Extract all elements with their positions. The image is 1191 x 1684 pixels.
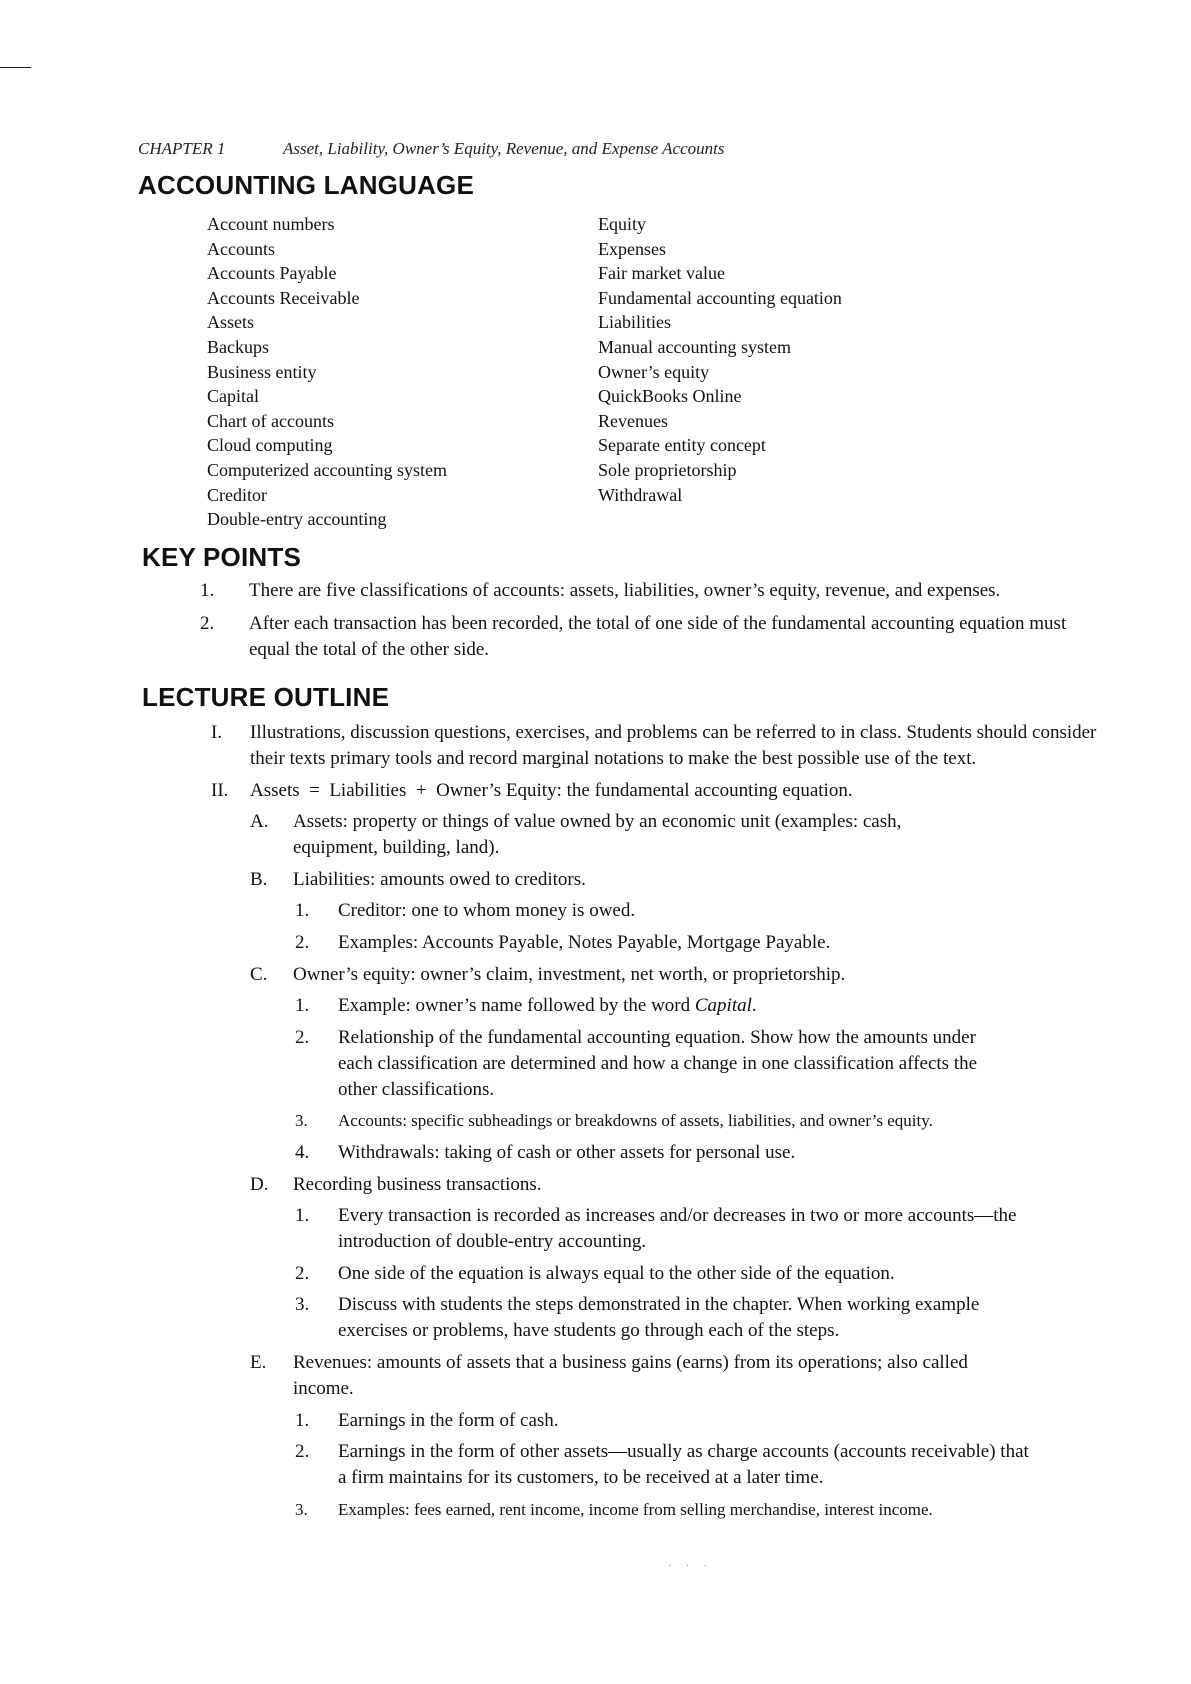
- term-item: Separate entity concept: [598, 435, 766, 456]
- key-points-heading: KEY POINTS: [142, 542, 302, 572]
- outline-subitem: [195, 1140, 1105, 1166]
- outline-text: Revenues: amounts of assets that a business gains (earns) from its operations; also called income.: [293, 1351, 968, 1399]
- term-item: Cloud computing: [207, 435, 333, 456]
- running-head-chapter: CHAPTER 1: [138, 139, 226, 158]
- outline-text: Owner’s equity: owner’s claim, investment, net worth, or proprietorship.: [293, 963, 846, 985]
- term-item: Owner’s equity: [598, 361, 710, 382]
- outline-item-D: [195, 1172, 1105, 1198]
- outline-marker: D.: [250, 1173, 269, 1195]
- term-item: Fundamental accounting equation: [598, 287, 842, 308]
- outline-subitem: [195, 1025, 1105, 1103]
- term-item: Manual accounting system: [598, 336, 791, 357]
- outline-subitem: [195, 1439, 1105, 1491]
- term-item: Revenues: [598, 410, 668, 431]
- outline-number: 1.: [295, 995, 310, 1017]
- outline-subitem: [195, 1497, 1105, 1523]
- term-item: Creditor: [207, 484, 267, 505]
- outline-text: Examples: fees earned, rent income, income from selling merchandise, interest income.: [338, 1499, 933, 1519]
- outline-marker: B.: [250, 868, 268, 890]
- term-item: Assets: [207, 312, 255, 333]
- term-item: Accounts Receivable: [207, 287, 360, 308]
- term-item: Chart of accounts: [207, 410, 334, 431]
- outline-item-A: [195, 809, 1105, 861]
- outline-marker: I.: [211, 722, 223, 743]
- outline-marker: E.: [250, 1351, 267, 1373]
- outline-text: One side of the equation is always equal to the other side of the equation.: [338, 1262, 895, 1284]
- outline-item-C: [195, 962, 1105, 988]
- outline-item-I: [195, 720, 1105, 772]
- outline-text: Relationship of the fundamental accounting equation. Show how the amounts under each classification are determined and how a change in one classification affects the other classifications.: [338, 1026, 978, 1100]
- outline-number: 2.: [295, 1441, 310, 1463]
- page-footer-dots: · · ·: [668, 1561, 713, 1572]
- outline-marker: A.: [250, 811, 269, 833]
- key-point-item: [200, 578, 1100, 605]
- term-item: Capital: [207, 386, 259, 407]
- outline-text: Illustrations, discussion questions, exercises, and problems can be referred to in class. Students should consider their texts primary tools and record marginal notations to make the best possible use of the text.: [250, 722, 1097, 769]
- term-item: Fair market value: [598, 263, 725, 284]
- outline-subitem: [195, 930, 1105, 956]
- outline-number: 3.: [295, 1294, 310, 1316]
- term-item: Backups: [207, 336, 269, 357]
- outline-item-B: [195, 867, 1105, 893]
- outline-subitem: [195, 1292, 1105, 1344]
- outline-number: 2.: [295, 931, 310, 953]
- outline-subitem: [195, 1408, 1105, 1434]
- outline-subitem: [195, 1261, 1105, 1287]
- key-point-text: After each transaction has been recorded, the total of one side of the fundamental accounting equation must equal the total of the other side.: [249, 612, 1067, 660]
- term-item: Liabilities: [598, 312, 671, 333]
- key-point-number: 2.: [200, 612, 215, 634]
- term-item: Withdrawal: [598, 484, 683, 505]
- outline-item-E: [195, 1350, 1105, 1402]
- outline-subitem: [195, 1108, 1105, 1134]
- outline-text-part: Example: owner’s name followed by the word: [338, 995, 695, 1017]
- running-head: [138, 139, 724, 159]
- outline-text: Accounts: specific subheadings or breakdowns of assets, liabilities, and owner’s equity.: [338, 1111, 933, 1131]
- outline-text-end: .: [751, 995, 757, 1017]
- term-item: Computerized accounting system: [207, 459, 447, 480]
- lecture-outline-heading: LECTURE OUTLINE: [142, 682, 390, 712]
- outline-text: Creditor: one to whom money is owed.: [338, 900, 636, 922]
- term-item: Double-entry accounting: [207, 509, 387, 530]
- outline-text: Assets = Liabilities + Owner’s Equity: the fundamental accounting equation.: [250, 779, 853, 801]
- outline-marker: C.: [250, 963, 268, 985]
- term-item: Expenses: [598, 238, 666, 259]
- outline-number: 2.: [295, 1026, 310, 1048]
- outline-text: [338, 993, 1105, 1019]
- term-item: Account numbers: [207, 214, 335, 234]
- outline-item-II: [195, 778, 1105, 804]
- outline-marker: II.: [211, 779, 229, 801]
- outline-number: 2.: [295, 1262, 310, 1284]
- outline-text: Every transaction is recorded as increases and/or decreases in two or more accounts—the introduction of double-entry accounting.: [338, 1205, 1017, 1253]
- lecture-outline: [195, 720, 1105, 1528]
- term-item: Accounts: [207, 238, 275, 259]
- outline-text: Recording business transactions.: [293, 1173, 542, 1195]
- term-item: Business entity: [207, 361, 317, 382]
- outline-subitem: [195, 1203, 1105, 1255]
- outline-text: Assets: property or things of value owned by an economic unit (examples: cash, equipment, building, land).: [293, 811, 902, 859]
- outline-number: 4.: [295, 1141, 310, 1163]
- outline-emphasis: Capital: [694, 995, 752, 1017]
- accounting-language-heading: ACCOUNTING LANGUAGE: [138, 170, 475, 200]
- key-points-list: [200, 578, 1100, 670]
- key-point-text: There are five classifications of accounts: assets, liabilities, owner’s equity, revenue, and expenses.: [249, 580, 1001, 601]
- terms-left-column: [207, 212, 447, 532]
- terms-right-column: [598, 212, 842, 507]
- outline-number: 1.: [295, 1205, 310, 1227]
- outline-text: Withdrawals: taking of cash or other assets for personal use.: [338, 1141, 796, 1163]
- outline-number: 1.: [295, 1409, 310, 1431]
- running-head-title: Asset, Liability, Owner’s Equity, Revenue, and Expense Accounts: [283, 139, 725, 158]
- outline-text: Earnings in the form of cash.: [338, 1409, 559, 1431]
- outline-text: Examples: Accounts Payable, Notes Payable, Mortgage Payable.: [338, 931, 831, 953]
- term-item: Equity: [598, 214, 646, 234]
- outline-text: Discuss with students the steps demonstrated in the chapter. When working example exercises or problems, have students go through each of the steps.: [338, 1294, 980, 1342]
- outline-number: 1.: [295, 900, 310, 922]
- outline-subitem: [195, 993, 1105, 1019]
- key-point-item: [200, 611, 1100, 664]
- term-item: Sole proprietorship: [598, 459, 737, 480]
- term-item: Accounts Payable: [207, 263, 337, 284]
- outline-number: 3.: [295, 1111, 308, 1131]
- corner-rule: [0, 67, 31, 68]
- outline-text: Earnings in the form of other assets—usually as charge accounts (accounts receivable) that a firm maintains for its customers, to be received at a later time.: [338, 1441, 1029, 1489]
- key-point-number: 1.: [200, 580, 215, 601]
- outline-text: Liabilities: amounts owed to creditors.: [293, 868, 586, 890]
- outline-subitem: [195, 898, 1105, 924]
- outline-number: 3.: [295, 1499, 308, 1519]
- term-item: QuickBooks Online: [598, 386, 742, 407]
